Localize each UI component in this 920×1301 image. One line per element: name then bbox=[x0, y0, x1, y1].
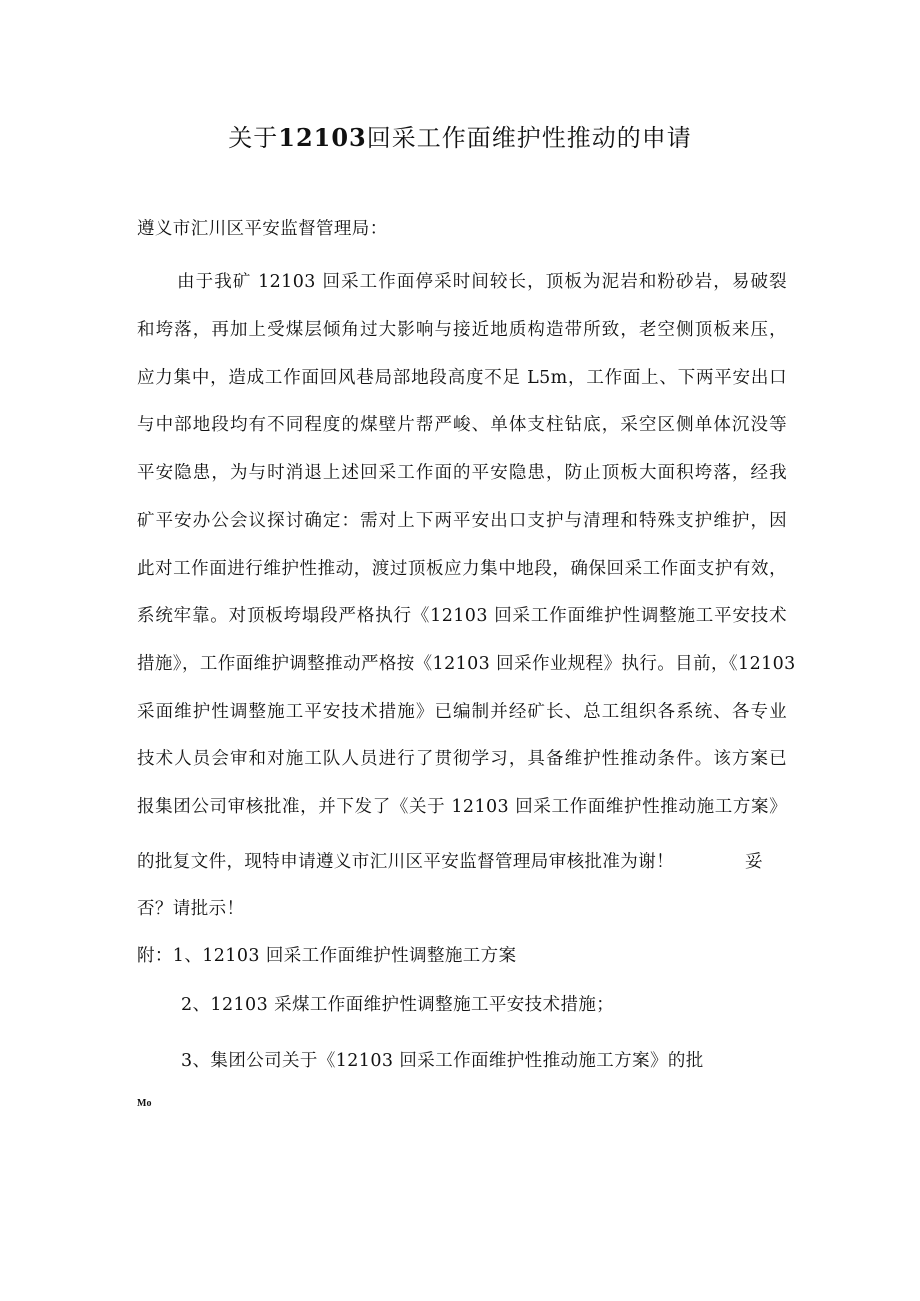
body-line-1: 由于我矿 12103 回采工作面停采时间较长，顶板为泥岩和粉砂岩，易破裂 bbox=[177, 272, 787, 292]
body-line-9: 措施》，工作面维护调整推动严格按《12103 回采作业规程》执行。目前，《12103 bbox=[137, 654, 796, 674]
body-line-5: 平安隐患，为与时消退上述回采工作面的平安隐患，防止顶板大面积垮落，经我 bbox=[137, 463, 787, 483]
body-line-4: 与中部地段均有不同程度的煤壁片帮严峻、单体支柱钻底，采空区侧单体沉没等 bbox=[137, 415, 787, 435]
attachment-2: 2、12103 采煤工作面维护性调整施工平安技术措施； bbox=[181, 995, 615, 1015]
footer-mark: Mo bbox=[137, 1098, 152, 1109]
attachment-1: 附：1、12103 回采工作面维护性调整施工方案 bbox=[137, 946, 517, 966]
body-line-10: 采面维护性调整施工平安技术措施》已编制并经矿长、总工组织各系统、各专业 bbox=[137, 702, 787, 722]
body-line-12: 报集团公司审核批准，并下发了《关于 12103 回采工作面维护性推动施工方案》 bbox=[137, 797, 787, 817]
body-line-8: 系统牢靠。对顶板垮塌段严格执行《12103 回采工作面维护性调整施工平安技术 bbox=[137, 606, 787, 626]
title-number: 12103 bbox=[278, 123, 367, 152]
document-title bbox=[0, 118, 920, 153]
body-tail: 妥 bbox=[745, 852, 763, 872]
title-suffix: 回采工作面维护性推动的申请 bbox=[366, 124, 692, 152]
attachment-3: 3、集团公司关于《12103 回采工作面维护性推动施工方案》的批 bbox=[181, 1051, 704, 1071]
body-line-6: 矿平安办公会议探讨确定：需对上下两平安出口支护与清理和特殊支护维护，因 bbox=[137, 511, 787, 531]
body-line-2: 和垮落，再加上受煤层倾角过大影响与接近地质构造带所致，老空侧顶板来压， bbox=[137, 320, 787, 340]
body-line-13: 的批复文件，现特申请遵义市汇川区平安监督管理局审核批准为谢！ bbox=[137, 852, 674, 872]
salutation: 遵义市汇川区平安监督管理局： bbox=[137, 219, 388, 239]
body-line-11: 技术人员会审和对施工队人员进行了贯彻学习，具备维护性推动条件。该方案已 bbox=[137, 749, 787, 769]
body-line-3: 应力集中，造成工作面回风巷局部地段高度不足 L5m，工作面上、下两平安出口 bbox=[137, 368, 787, 388]
body-line-7: 此对工作面进行维护性推动，渡过顶板应力集中地段，确保回采工作面支护有效， bbox=[137, 559, 787, 579]
title-prefix: 关于 bbox=[228, 124, 279, 152]
closing-line: 否？请批示！ bbox=[137, 899, 245, 919]
